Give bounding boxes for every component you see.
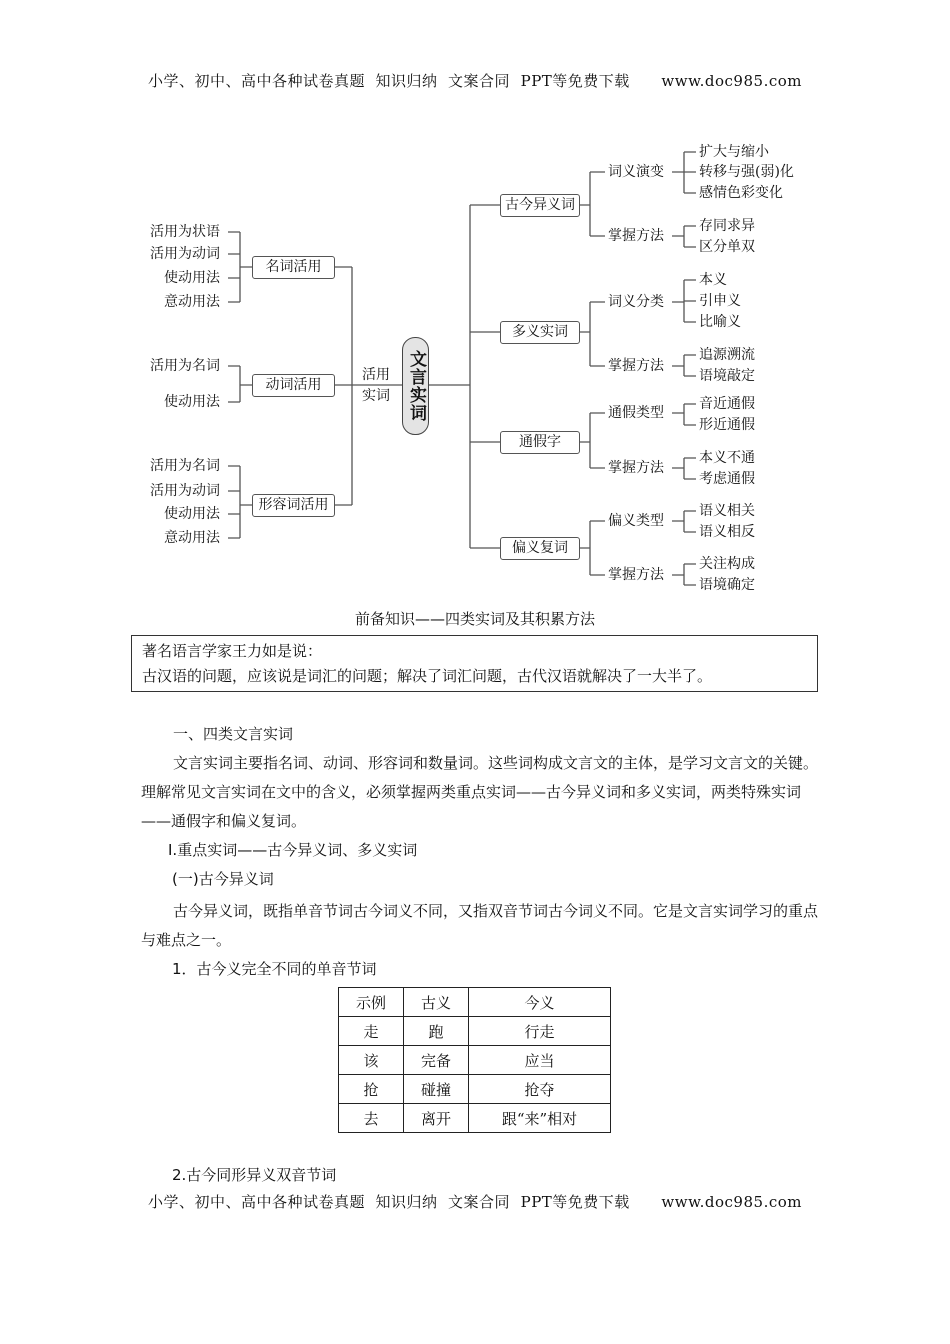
leaf-item: 存同求异 — [699, 218, 755, 234]
quote-line: 著名语言学家王力如是说： — [142, 642, 323, 660]
table-cell: 完备 — [404, 1046, 469, 1075]
heading-1: (一)古今异义词 — [172, 870, 274, 888]
table-cell: 抢夺 — [469, 1075, 611, 1104]
table-cell: 该 — [339, 1046, 404, 1075]
table-header-cell: 示例 — [339, 988, 404, 1017]
leaf-item: 扩大与缩小 — [699, 144, 769, 160]
right-group-box: 多义实词 — [500, 321, 580, 344]
left-group-box: 动词活用 — [252, 374, 335, 397]
root-node: 文言实词 — [402, 337, 429, 435]
right-group-box: 偏义复词 — [500, 537, 580, 560]
table-cell: 离开 — [404, 1104, 469, 1133]
leaf-item: 比喻义 — [699, 314, 741, 330]
sub-label: 偏义类型 — [608, 513, 664, 529]
leaf-item: 感情色彩变化 — [699, 185, 783, 201]
leaf-item: 语境敲定 — [699, 368, 755, 384]
sub-label: 词义演变 — [608, 164, 664, 180]
table-row — [339, 1075, 611, 1104]
left-group-box: 名词活用 — [252, 256, 335, 279]
sub-label: 掌握方法 — [608, 228, 664, 244]
connector-label: 实词 — [362, 388, 390, 404]
left-item: 活用为动词 — [150, 246, 220, 262]
mind-map-connectors — [0, 130, 950, 600]
table-header-row — [339, 988, 611, 1017]
mind-map — [0, 130, 950, 600]
table-cell: 抢 — [339, 1075, 404, 1104]
leaf-item: 本义不通 — [699, 450, 755, 466]
table-row — [339, 1017, 611, 1046]
leaf-item: 形近通假 — [699, 417, 755, 433]
left-group-box: 形容词活用 — [252, 494, 335, 517]
section-heading: 一、四类文言实词 — [173, 725, 294, 743]
table-header-cell: 今义 — [469, 988, 611, 1017]
left-item: 使动用法 — [164, 394, 220, 410]
subheading: 1．古今义完全不同的单音节词 — [172, 960, 377, 978]
leaf-item: 引申义 — [699, 293, 741, 309]
sub-label: 掌握方法 — [608, 460, 664, 476]
left-item: 意动用法 — [164, 530, 220, 546]
connector-label: 活用 — [362, 367, 390, 383]
leaf-item: 语境确定 — [699, 577, 755, 593]
right-group-box: 通假字 — [500, 431, 580, 454]
leaf-item: 区分单双 — [699, 239, 755, 255]
leaf-item: 转移与强(弱)化 — [699, 164, 794, 180]
quote-box — [131, 635, 818, 692]
right-group-box: 古今异义词 — [500, 194, 580, 217]
table-cell: 跑 — [404, 1017, 469, 1046]
leaf-item: 追源溯流 — [699, 347, 755, 363]
left-item: 活用为动词 — [150, 483, 220, 499]
leaf-item: 音近通假 — [699, 396, 755, 412]
leaf-item: 关注构成 — [699, 556, 755, 572]
left-item: 活用为名词 — [150, 358, 220, 374]
sub-label: 掌握方法 — [608, 567, 664, 583]
table-header-cell: 古义 — [404, 988, 469, 1017]
left-item: 使动用法 — [164, 270, 220, 286]
table-row — [339, 1104, 611, 1133]
page-header: 小学、初中、高中各种试卷真题 知识归纳 文案合同 PPT等免费下载 www.doc985.com — [147, 72, 802, 90]
word-table — [338, 987, 611, 1133]
paragraph: 文言实词主要指名词、动词、形容词和数量词。这些词构成文言文的主体，是学习文言文的关键。理解常见文言实词在文中的含义，必须掌握两类重点实词——古今异义词和多义实词，两类特殊实词——通假字和偏义复词。 — [141, 754, 819, 830]
left-item: 活用为状语 — [150, 224, 220, 240]
heading-I: Ⅰ.重点实词——古今异义词、多义实词 — [168, 841, 418, 859]
table-cell: 去 — [339, 1104, 404, 1133]
leaf-item: 考虑通假 — [699, 471, 755, 487]
table-cell: 跟“来”相对 — [469, 1104, 611, 1133]
table-cell: 走 — [339, 1017, 404, 1046]
table-cell: 行走 — [469, 1017, 611, 1046]
table-cell: 碰撞 — [404, 1075, 469, 1104]
left-item: 意动用法 — [164, 294, 220, 310]
table-cell: 应当 — [469, 1046, 611, 1075]
left-item: 使动用法 — [164, 506, 220, 522]
leaf-item: 本义 — [699, 272, 727, 288]
left-item: 活用为名词 — [150, 458, 220, 474]
table-row — [339, 1046, 611, 1075]
sub-label: 掌握方法 — [608, 358, 664, 374]
paragraph: 古今异义词，既指单音节词古今词义不同，又指双音节词古今词义不同。它是文言实词学习的重点与难点之一。 — [141, 902, 819, 949]
leaf-item: 语义相关 — [699, 503, 755, 519]
figure-caption: 前备知识——四类实词及其积累方法 — [354, 610, 595, 628]
sub-label: 词义分类 — [608, 294, 664, 310]
leaf-item: 语义相反 — [699, 524, 755, 540]
page-footer: 小学、初中、高中各种试卷真题 知识归纳 文案合同 PPT等免费下载 www.doc985.com — [147, 1193, 802, 1211]
sub-label: 通假类型 — [608, 405, 664, 421]
quote-line: 古汉语的问题，应该说是词汇的问题；解决了词汇问题，古代汉语就解决了一大半了。 — [142, 667, 713, 685]
subheading: 2.古今同形异义双音节词 — [172, 1166, 337, 1184]
